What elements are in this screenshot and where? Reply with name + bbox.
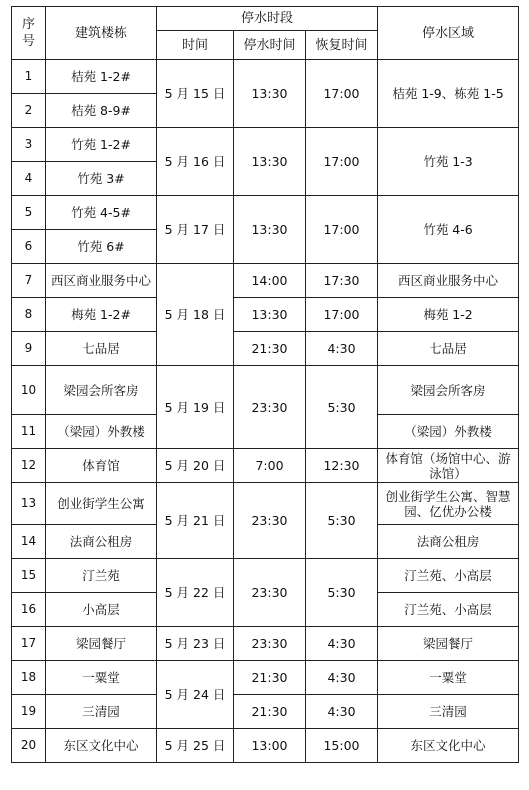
resume-time-cell: 12:30	[306, 449, 378, 483]
building-cell: 东区文化中心	[46, 729, 157, 763]
resume-time-cell: 17:00	[306, 298, 378, 332]
area-cell: 竹苑 4-6	[378, 196, 519, 264]
resume-time-cell: 17:00	[306, 196, 378, 264]
area-cell: 梁园餐厅	[378, 627, 519, 661]
date-cell: 5 月 20 日	[157, 449, 234, 483]
row-number: 10	[12, 366, 46, 415]
resume-time-cell: 5:30	[306, 483, 378, 559]
area-cell: 体育馆（场馆中心、游泳馆）	[378, 449, 519, 483]
building-cell: 竹苑 3#	[46, 162, 157, 196]
building-cell: 梅苑 1-2#	[46, 298, 157, 332]
stop-time-cell: 21:30	[234, 332, 306, 366]
row-number: 14	[12, 525, 46, 559]
header-building: 建筑楼栋	[46, 7, 157, 60]
area-cell: 汀兰苑、小高层	[378, 593, 519, 627]
row-number: 2	[12, 94, 46, 128]
building-cell: 七品居	[46, 332, 157, 366]
resume-time-cell: 5:30	[306, 366, 378, 449]
building-cell: 桔苑 8-9#	[46, 94, 157, 128]
date-cell: 5 月 24 日	[157, 661, 234, 729]
building-cell: 体育馆	[46, 449, 157, 483]
date-cell: 5 月 16 日	[157, 128, 234, 196]
stop-time-cell: 23:30	[234, 366, 306, 449]
building-cell: 梁园餐厅	[46, 627, 157, 661]
date-cell: 5 月 19 日	[157, 366, 234, 449]
header-date: 时间	[157, 31, 234, 60]
row-number: 6	[12, 230, 46, 264]
row-number: 3	[12, 128, 46, 162]
header-stop-time: 停水时间	[234, 31, 306, 60]
building-cell: 一粟堂	[46, 661, 157, 695]
stop-time-cell: 14:00	[234, 264, 306, 298]
date-cell: 5 月 23 日	[157, 627, 234, 661]
resume-time-cell: 17:30	[306, 264, 378, 298]
row-number: 1	[12, 60, 46, 94]
row-number: 7	[12, 264, 46, 298]
date-cell: 5 月 25 日	[157, 729, 234, 763]
resume-time-cell: 4:30	[306, 695, 378, 729]
stop-time-cell: 21:30	[234, 695, 306, 729]
resume-time-cell: 17:00	[306, 128, 378, 196]
area-cell: 梁园会所客房	[378, 366, 519, 415]
area-cell: 西区商业服务中心	[378, 264, 519, 298]
row-number: 17	[12, 627, 46, 661]
area-cell: 创业街学生公寓、智慧园、亿优办公楼	[378, 483, 519, 525]
stop-time-cell: 23:30	[234, 483, 306, 559]
area-cell: 汀兰苑、小高层	[378, 559, 519, 593]
row-number: 16	[12, 593, 46, 627]
building-cell: 西区商业服务中心	[46, 264, 157, 298]
building-cell: 桔苑 1-2#	[46, 60, 157, 94]
date-cell: 5 月 21 日	[157, 483, 234, 559]
area-cell: （梁园）外教楼	[378, 415, 519, 449]
row-number: 12	[12, 449, 46, 483]
header-resume-time: 恢复时间	[306, 31, 378, 60]
area-cell: 桔苑 1-9、栋苑 1-5	[378, 60, 519, 128]
stop-time-cell: 23:30	[234, 627, 306, 661]
water-outage-table	[11, 6, 519, 763]
building-cell: 汀兰苑	[46, 559, 157, 593]
date-cell: 5 月 18 日	[157, 264, 234, 366]
stop-time-cell: 21:30	[234, 661, 306, 695]
area-cell: 法商公租房	[378, 525, 519, 559]
building-cell: 梁园会所客房	[46, 366, 157, 415]
stop-time-cell: 13:30	[234, 196, 306, 264]
row-number: 8	[12, 298, 46, 332]
resume-time-cell: 4:30	[306, 627, 378, 661]
stop-time-cell: 13:30	[234, 60, 306, 128]
resume-time-cell: 17:00	[306, 60, 378, 128]
row-number: 11	[12, 415, 46, 449]
resume-time-cell: 4:30	[306, 661, 378, 695]
row-number: 9	[12, 332, 46, 366]
area-cell: 一粟堂	[378, 661, 519, 695]
stop-time-cell: 13:00	[234, 729, 306, 763]
row-number: 4	[12, 162, 46, 196]
date-cell: 5 月 22 日	[157, 559, 234, 627]
area-cell: 梅苑 1-2	[378, 298, 519, 332]
building-cell: 竹苑 1-2#	[46, 128, 157, 162]
building-cell: 法商公租房	[46, 525, 157, 559]
building-cell: （梁园）外教楼	[46, 415, 157, 449]
resume-time-cell: 4:30	[306, 332, 378, 366]
resume-time-cell: 5:30	[306, 559, 378, 627]
building-cell: 竹苑 4-5#	[46, 196, 157, 230]
header-period: 停水时段	[157, 7, 378, 31]
row-number: 15	[12, 559, 46, 593]
building-cell: 竹苑 6#	[46, 230, 157, 264]
resume-time-cell: 15:00	[306, 729, 378, 763]
building-cell: 三清园	[46, 695, 157, 729]
row-number: 18	[12, 661, 46, 695]
row-number: 19	[12, 695, 46, 729]
row-number: 5	[12, 196, 46, 230]
date-cell: 5 月 17 日	[157, 196, 234, 264]
row-number: 20	[12, 729, 46, 763]
stop-time-cell: 23:30	[234, 559, 306, 627]
stop-time-cell: 13:30	[234, 128, 306, 196]
stop-time-cell: 7:00	[234, 449, 306, 483]
header-area: 停水区域	[378, 7, 519, 60]
date-cell: 5 月 15 日	[157, 60, 234, 128]
row-number: 13	[12, 483, 46, 525]
area-cell: 七品居	[378, 332, 519, 366]
area-cell: 竹苑 1-3	[378, 128, 519, 196]
area-cell: 东区文化中心	[378, 729, 519, 763]
stop-time-cell: 13:30	[234, 298, 306, 332]
area-cell: 三清园	[378, 695, 519, 729]
header-seq: 序号	[12, 7, 46, 60]
building-cell: 小高层	[46, 593, 157, 627]
building-cell: 创业街学生公寓	[46, 483, 157, 525]
